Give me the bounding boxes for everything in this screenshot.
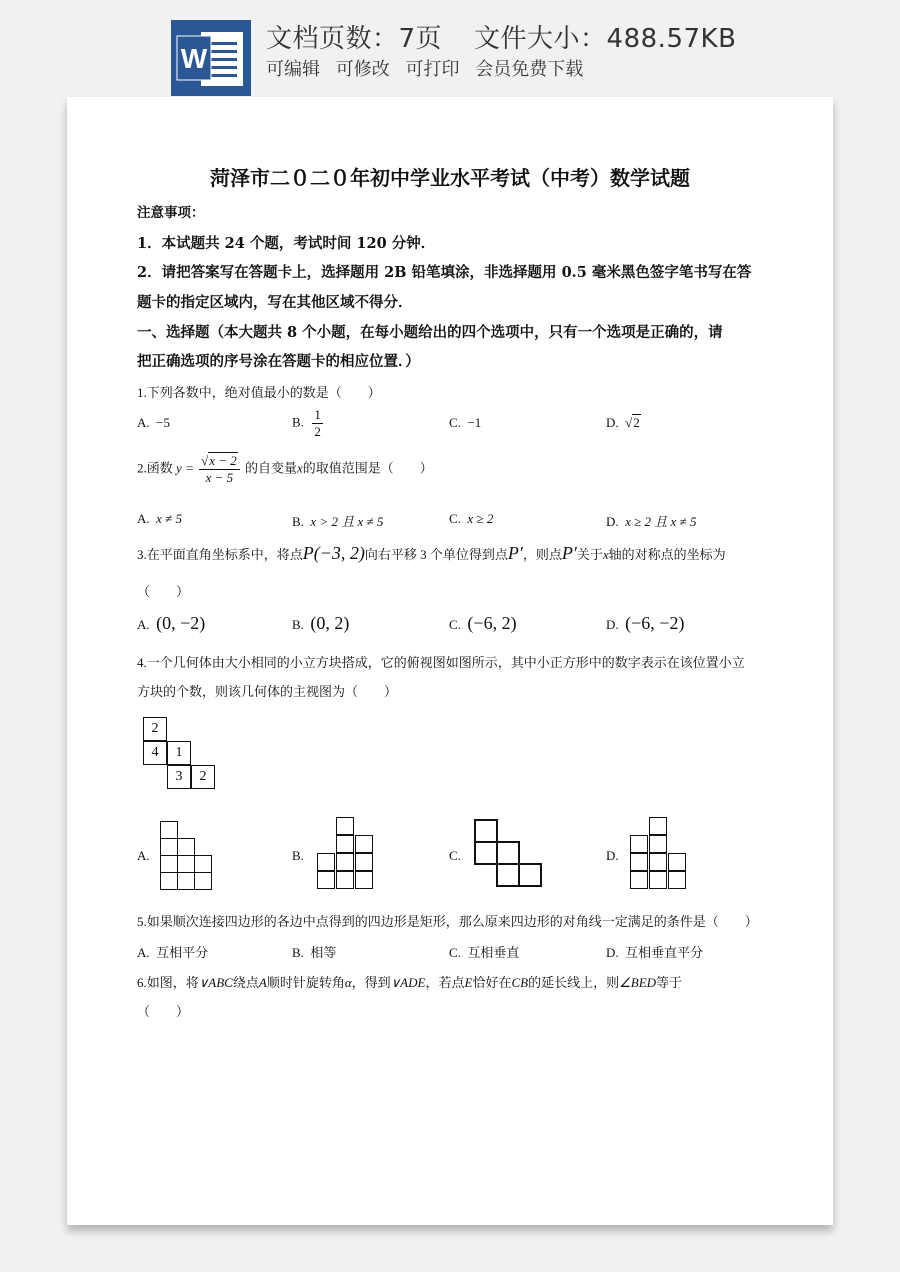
word-document-icon <box>171 20 251 96</box>
q2-option-a: A. x ≠ 5 <box>137 511 183 526</box>
q4-option-b-label: B. <box>292 848 304 863</box>
q1-option-b: B. $\frac{1}{2}$ <box>292 407 321 439</box>
preview-header <box>0 0 900 100</box>
q6-answer-paren: （ ） <box>137 1004 190 1019</box>
grid-cell: 2 <box>191 765 215 789</box>
q4-option-a-label: A. <box>137 848 150 863</box>
q4-option-c-label: C. <box>449 848 461 863</box>
section1-line1: 一、选择题（本大题共 8 个小题，在每小题给出的四个选项中，只有一个选项是正确的，请 <box>137 324 723 341</box>
page-count: 文档页数：7页 <box>266 24 443 54</box>
section1-line2: 把正确选项的序号涂在答题卡的相应位置．） <box>137 353 420 370</box>
q3-option-a: A. (0, −2) <box>137 613 206 633</box>
q5-stem: 5.如果顺次连接四边形的各边中点得到的四边形是矩形，那么原来四边形的对角线一定满足的条件是（ ） <box>137 914 758 929</box>
q5-option-d: D. 互相垂直平分 <box>606 945 704 960</box>
q2-stem: 2.函数 y = $\frac{√x - 2}{x - 5}$ 的自变量x的取值范围是（ ） <box>137 453 433 485</box>
q1-stem: 1.下列各数中，绝对值最小的数是（ ） <box>137 385 381 400</box>
feature-list <box>266 55 593 81</box>
notice-2-line1: 2．请把答案写在答题卡上，选择题用 2B 铅笔填涂，非选择题用 0.5 毫米黑色签字笔书写在答 <box>137 264 752 281</box>
file-size: 文件大小：488.57KB <box>474 24 737 54</box>
q4-stem-line1: 4.一个几何体由大小相同的小立方块搭成，它的俯视图如图所示，其中小正方形中的数字表示在该位置小立 <box>137 655 745 670</box>
word-icon-letter: W <box>180 43 208 74</box>
notice-2-line2: 题卡的指定区域内，写在其他区域不得分． <box>137 294 413 311</box>
grid-cell: 2 <box>143 717 167 741</box>
q3-answer-paren: （ ） <box>137 584 190 599</box>
q3-option-d: D. (−6, −2) <box>606 613 685 633</box>
notice-1: 1．本试题共 24 个题，考试时间 120 分钟． <box>137 235 436 252</box>
q2-option-c: C. x ≥ 2 <box>449 511 494 526</box>
feature-printable: 可打印 <box>405 59 460 80</box>
q3-stem: 3.在平面直角坐标系中，将点P(−3, 2)向右平移 3 个单位得到点P′，则点P′关于x轴的对称点的坐标为 <box>137 543 726 563</box>
q4-option-d-label: D. <box>606 848 619 863</box>
doc-stats <box>266 18 736 55</box>
q1-option-d: D. √2 <box>606 415 640 430</box>
q5-option-b: B. 相等 <box>292 945 337 960</box>
q3-option-c: C. (−6, 2) <box>449 613 517 633</box>
feature-free-download: 会员免费下载 <box>475 59 584 80</box>
q2-option-d: D. x ≥ 2 且 x ≠ 5 <box>606 514 697 529</box>
notice-heading: 注意事项： <box>137 205 205 221</box>
q5-option-c: C. 互相垂直 <box>449 945 520 960</box>
feature-modifiable: 可修改 <box>335 59 390 80</box>
q6-stem: 6.如图，将∨ABC绕点A顺时针旋转角α，得到∨ADE，若点E恰好在CB的延长线上，则∠BED等于 <box>137 975 683 990</box>
grid-cell: 4 <box>143 741 167 765</box>
q1-option-a: A. −5 <box>137 415 170 430</box>
feature-editable: 可编辑 <box>266 59 320 80</box>
exam-title: 菏泽市二０二０年初中学业水平考试（中考）数学试题 <box>210 166 690 190</box>
document-page <box>67 97 833 1225</box>
q1-option-c: C. −1 <box>449 415 482 430</box>
grid-cell: 3 <box>167 765 191 789</box>
q5-option-a: A. 互相平分 <box>137 945 209 960</box>
q4-stem-line2: 方块的个数，则该几何体的主视图为（ ） <box>137 684 398 699</box>
q2-option-b: B. x > 2 且 x ≠ 5 <box>292 514 384 529</box>
grid-cell: 1 <box>167 741 191 765</box>
q3-option-b: B. (0, 2) <box>292 613 350 633</box>
